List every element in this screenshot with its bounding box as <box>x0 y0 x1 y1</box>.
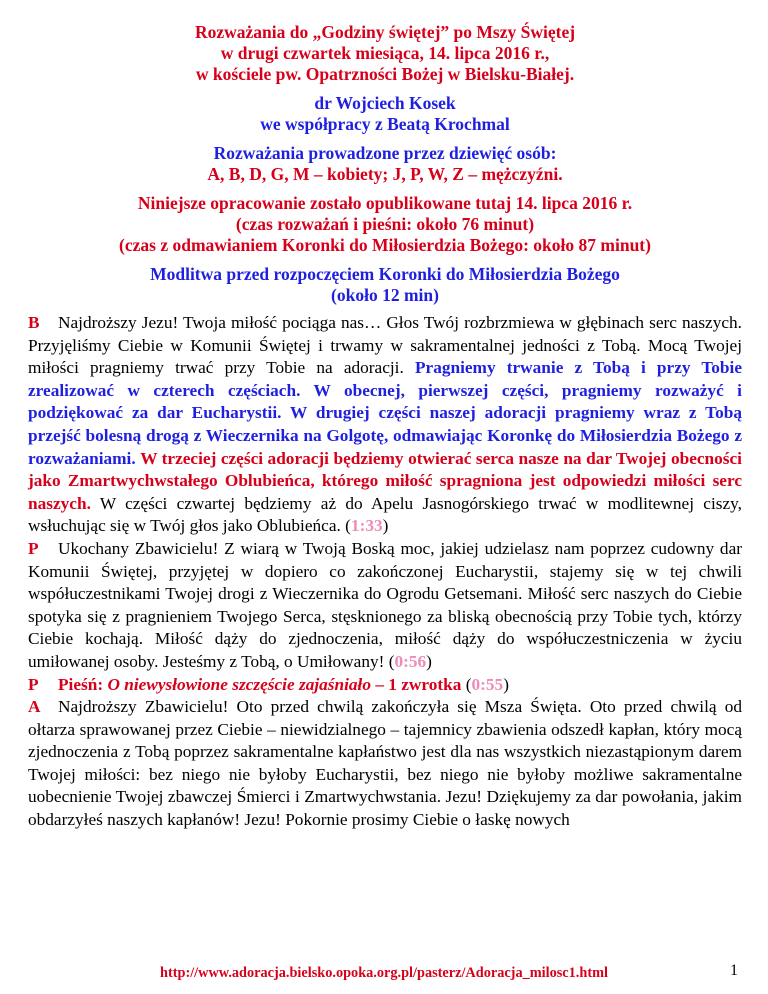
paragraph-text: W części czwartej będziemy aż do Apelu Jasnogórskiego trwać w modlitewnej ciszy, wsłuchując się w Twój głos jako Oblubieńca. <box>28 493 742 536</box>
title-line: w kościele pw. Opatrzności Bożej w Bielsku-Białej. <box>195 64 575 84</box>
speaker-label: P <box>28 674 39 694</box>
paragraph-p: P Ukochany Zbawicielu! Z wiarą w Twoją Boską moc, jakiej udzielasz nam poprzez cudowny dar Komunii Świętej, przyjętej w dopiero co zakończonej Eucharystii, stajemy się w tej chwili współuczestnikami Twojej drogi z Wieczernika do Ogrodu Getsemani. Miłość serc naszych do Ciebie spotyka się z pragnieniem Twojego Serca, stęsknionego za bliską obecnością przy Tobie tych, którzy Ciebie kochają. Miłość dąży do zjednoczenia, miłość dąży do współuczestniczenia w życiu umiłowanej osoby. Jesteśmy z Tobą, o Umiłowany! (0:56) <box>28 538 742 671</box>
section-heading-line: Modlitwa przed rozpoczęciem Koronki do Miłosierdzia Bożego <box>150 264 620 284</box>
song-line: P Pieśń: O niewysłowione szczęście zajaśniało – 1 zwrotka (0:55) <box>28 674 742 697</box>
speaker-label: P <box>28 538 39 558</box>
source-url-link[interactable]: http://www.adoracja.bielsko.opoka.org.pl/pasterz/Adoracja_milosc1.html <box>160 965 608 981</box>
duration-label: 1:33 <box>350 516 383 536</box>
publication-line: Niniejsze opracowanie zostało opublikowane tutaj 14. lipca 2016 r. <box>137 193 633 213</box>
speakers-block <box>28 143 742 185</box>
page-footer <box>0 962 768 986</box>
publication-line: (czas z odmawianiem Koronki do Miłosierdzia Bożego: około 87 minut) <box>119 235 651 255</box>
prayer-body <box>28 312 742 832</box>
paragraph-a <box>28 696 742 832</box>
speaker-label: B <box>28 313 40 332</box>
author-line: dr Wojciech Kosek <box>314 93 456 113</box>
section-heading-line: (około 12 min) <box>331 285 439 305</box>
publication-block <box>28 193 742 256</box>
song-label: Pieśń: <box>58 674 104 694</box>
section-heading <box>28 264 742 306</box>
duration-label: 0:56 <box>394 651 427 671</box>
speakers-line: Rozważania prowadzone przez dziewięć osób: <box>213 143 557 163</box>
paragraph-emphasis-blue: Pragniemy trwanie z Tobą i przy Tobie zrealizować w czterech częściach. W obecnej, pierwszej części, pragniemy rozważyć i podziękować za dar Eucharystii. W drugiej części naszej adoracji pragniemy wraz z Tobą przejść bolesną drogą z Wieczernika na Golgotę, odmawiając Koronkę do Miłosierdzia Bożego z rozważaniami. <box>28 358 743 468</box>
paragraph-text: Ukochany Zbawicielu! Z wiarą w Twoją Boską moc, jakiej udzielasz nam poprzez cudowny dar Komunii Świętej, przyjętej w dopiero co zakończonej Eucharystii, stajemy się w tej chwili współuczestnikami Twojej drogi z Wieczernika do Ogrodu Getsemani. Miłość serc naszych do Ciebie spotyka się z pragnieniem Twojego Serca, stęsknionego za bliską obecnością przy Tobie tych, którzy Ciebie kochają. Miłość dąży do zjednoczenia, miłość dąży do współuczestniczenia w życiu umiłowanej osoby. Jesteśmy z Tobą, o Umiłowany! <box>28 538 742 671</box>
paragraph-b: B Najdroższy Jezu! Twoja miłość pociąga nas… Głos Twój rozbrzmiewa w głębinach serc naszych. Przyjęliśmy Ciebie w Komunii Świętej i trwamy w sakramentalnej jedności z Tobą. Mocą Twojej miłości pragniemy trwać przy Tobie na adoracji. Pragniemy trwanie z Tobą i przy Tobie zrealizować w czterech częściach. W obecnej, pierwszej części, pragniemy rozważyć i podziękować za dar Eucharystii. W drugiej części naszej adoracji pragniemy wraz z Tobą przejść bolesną drogą z Wieczernika na Golgotę, odmawiając Koronkę do Miłosierdzia Bożego z rozważaniami. W trzeciej części adoracji będziemy otwierać serca nasze na dar Twojej obecności jako Zmartwychwstałego Oblubieńca, którego miłość spragniona jest odpowiedzi miłości serc naszych. W części czwartej będziemy aż do Apelu Jasnogórskiego trwać w modlitewnej ciszy, wsłuchując się w Twój głos jako Oblubieńca. (1:33) <box>28 313 743 536</box>
title-line: Rozważania do „Godziny świętej” po Mszy Świętej <box>194 22 576 42</box>
paragraph-text: Najdroższy Zbawicielu! Oto przed chwilą zakończyła się Msza Święta. Oto przed chwilą od ołtarza sprawowanej przez Ciebie – niewidzialnego – tajemnicy zbawienia odszedł kapłan, który mocą zjednoczenia z Tobą poprzez sakramentalne kapłaństwo jest dla nas wszystkich niezastąpionym darem Twojej miłości: bez niego nie byłoby Eucharystii, bez niego nie byłoby możliwe sakramentalne uobecnienie Twojej zbawczej Śmierci i Zmartwychwstania. Jezu! Dziękujemy za dar powołania, jakim obdarzyłeś naszych kapłanów! Jezu! Pokornie prosimy Ciebie o łaskę nowych <box>28 697 742 830</box>
document-page <box>28 22 742 832</box>
title-line: w drugi czwartek miesiąca, 14. lipca 2016 r., <box>220 43 550 63</box>
document-title <box>28 22 742 85</box>
paragraph-emphasis-red: W trzeciej części adoracji będziemy otwierać serca nasze na dar Twojej obecności jako Zmartwychwstałego Oblubieńca, którego miłość spragniona jest odpowiedzi miłości serc naszych. <box>28 448 742 513</box>
author-block <box>28 93 742 135</box>
duration-label: 0:55 <box>471 674 504 694</box>
page-number: 1 <box>730 962 738 979</box>
song-verse: – 1 zwrotka <box>375 674 462 694</box>
paragraph-text: Najdroższy Jezu! Twoja miłość pociąga nas… Głos Twój rozbrzmiewa w głębinach serc naszych. Przyjęliśmy Ciebie w Komunii Świętej i trwamy w sakramentalnej jedności z Tobą. Mocą Twojej miłości pragniemy trwać przy Tobie na adoracji. <box>28 313 742 378</box>
speaker-label: A <box>28 697 41 717</box>
speakers-line: A, B, D, G, M – kobiety; J, P, W, Z – mężczyźni. <box>207 164 563 184</box>
publication-line: (czas rozważań i pieśni: około 76 minut) <box>235 214 535 234</box>
author-line: we współpracy z Beatą Krochmal <box>260 114 510 134</box>
song-title: O niewysłowione szczęście zajaśniało <box>107 674 372 694</box>
